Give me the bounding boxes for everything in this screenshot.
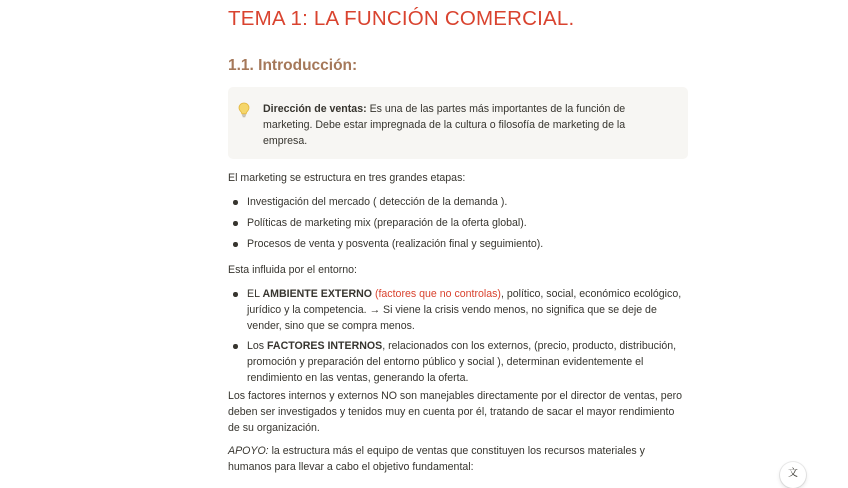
list-item-external — [228, 286, 688, 334]
environment-list — [228, 286, 688, 386]
callout-box — [228, 87, 688, 159]
callout-text — [263, 101, 663, 149]
internal-term: FACTORES INTERNOS — [267, 340, 383, 352]
internal-prefix: Los — [247, 340, 268, 352]
external-prefix: EL — [247, 288, 263, 300]
section-heading: 1.1. Introducción: — [228, 57, 358, 74]
list-item: Políticas de marketing mix (preparación de la oferta global). — [228, 215, 688, 231]
list-item: Procesos de venta y posventa (realización final y seguimiento). — [228, 236, 688, 252]
support-text: la estructura más el equipo de ventas que constituyen los recursos materiales y humanos para llevar a cabo el objetivo fundamental: — [228, 445, 645, 473]
list-item: Investigación del mercado ( detección de la demanda ). — [228, 194, 688, 210]
internal-description: , relacionados con los externos, (precio, producto, distribución, promoción y preparación del entorno público y social ), determinan evidentemente el rendimiento en las ventas, generando la oferta. — [247, 340, 677, 384]
list-item-internal — [228, 338, 688, 386]
paragraph-support — [228, 443, 688, 475]
paragraph-stages-intro: El marketing se estructura en tres grandes etapas: — [228, 172, 466, 184]
stages-list — [228, 194, 688, 252]
paragraph-factors: Los factores internos y externos NO son manejables directamente por el director de ventas, pero deben ser investigados y tenidos muy en cuenta por él, tratando de sacar el mayor rendimiento de su organización. — [228, 390, 683, 434]
lightbulb-icon — [238, 102, 250, 118]
callout-definition: Es una de las partes más importantes de la función de marketing. Debe estar impregnada de la cultura o filosofía de marketing de la empresa. — [263, 103, 626, 147]
callout-term: Dirección de ventas: — [263, 103, 367, 115]
external-description: , político, social, económico ecológico, jurídico y la competencia. → Si viene la crisis vendo menos, no significa que se deje de vender, sino que se compra menos. — [247, 288, 682, 332]
paragraph-environment-intro: Esta influida por el entorno: — [228, 264, 357, 276]
support-label: APOYO: — [228, 445, 269, 457]
page-title: TEMA 1: LA FUNCIÓN COMERCIAL. — [228, 7, 575, 30]
external-term: AMBIENTE EXTERNO — [262, 288, 372, 300]
external-note: (factores que no controlas) — [372, 288, 501, 300]
translate-button[interactable]: 文 — [780, 462, 806, 488]
